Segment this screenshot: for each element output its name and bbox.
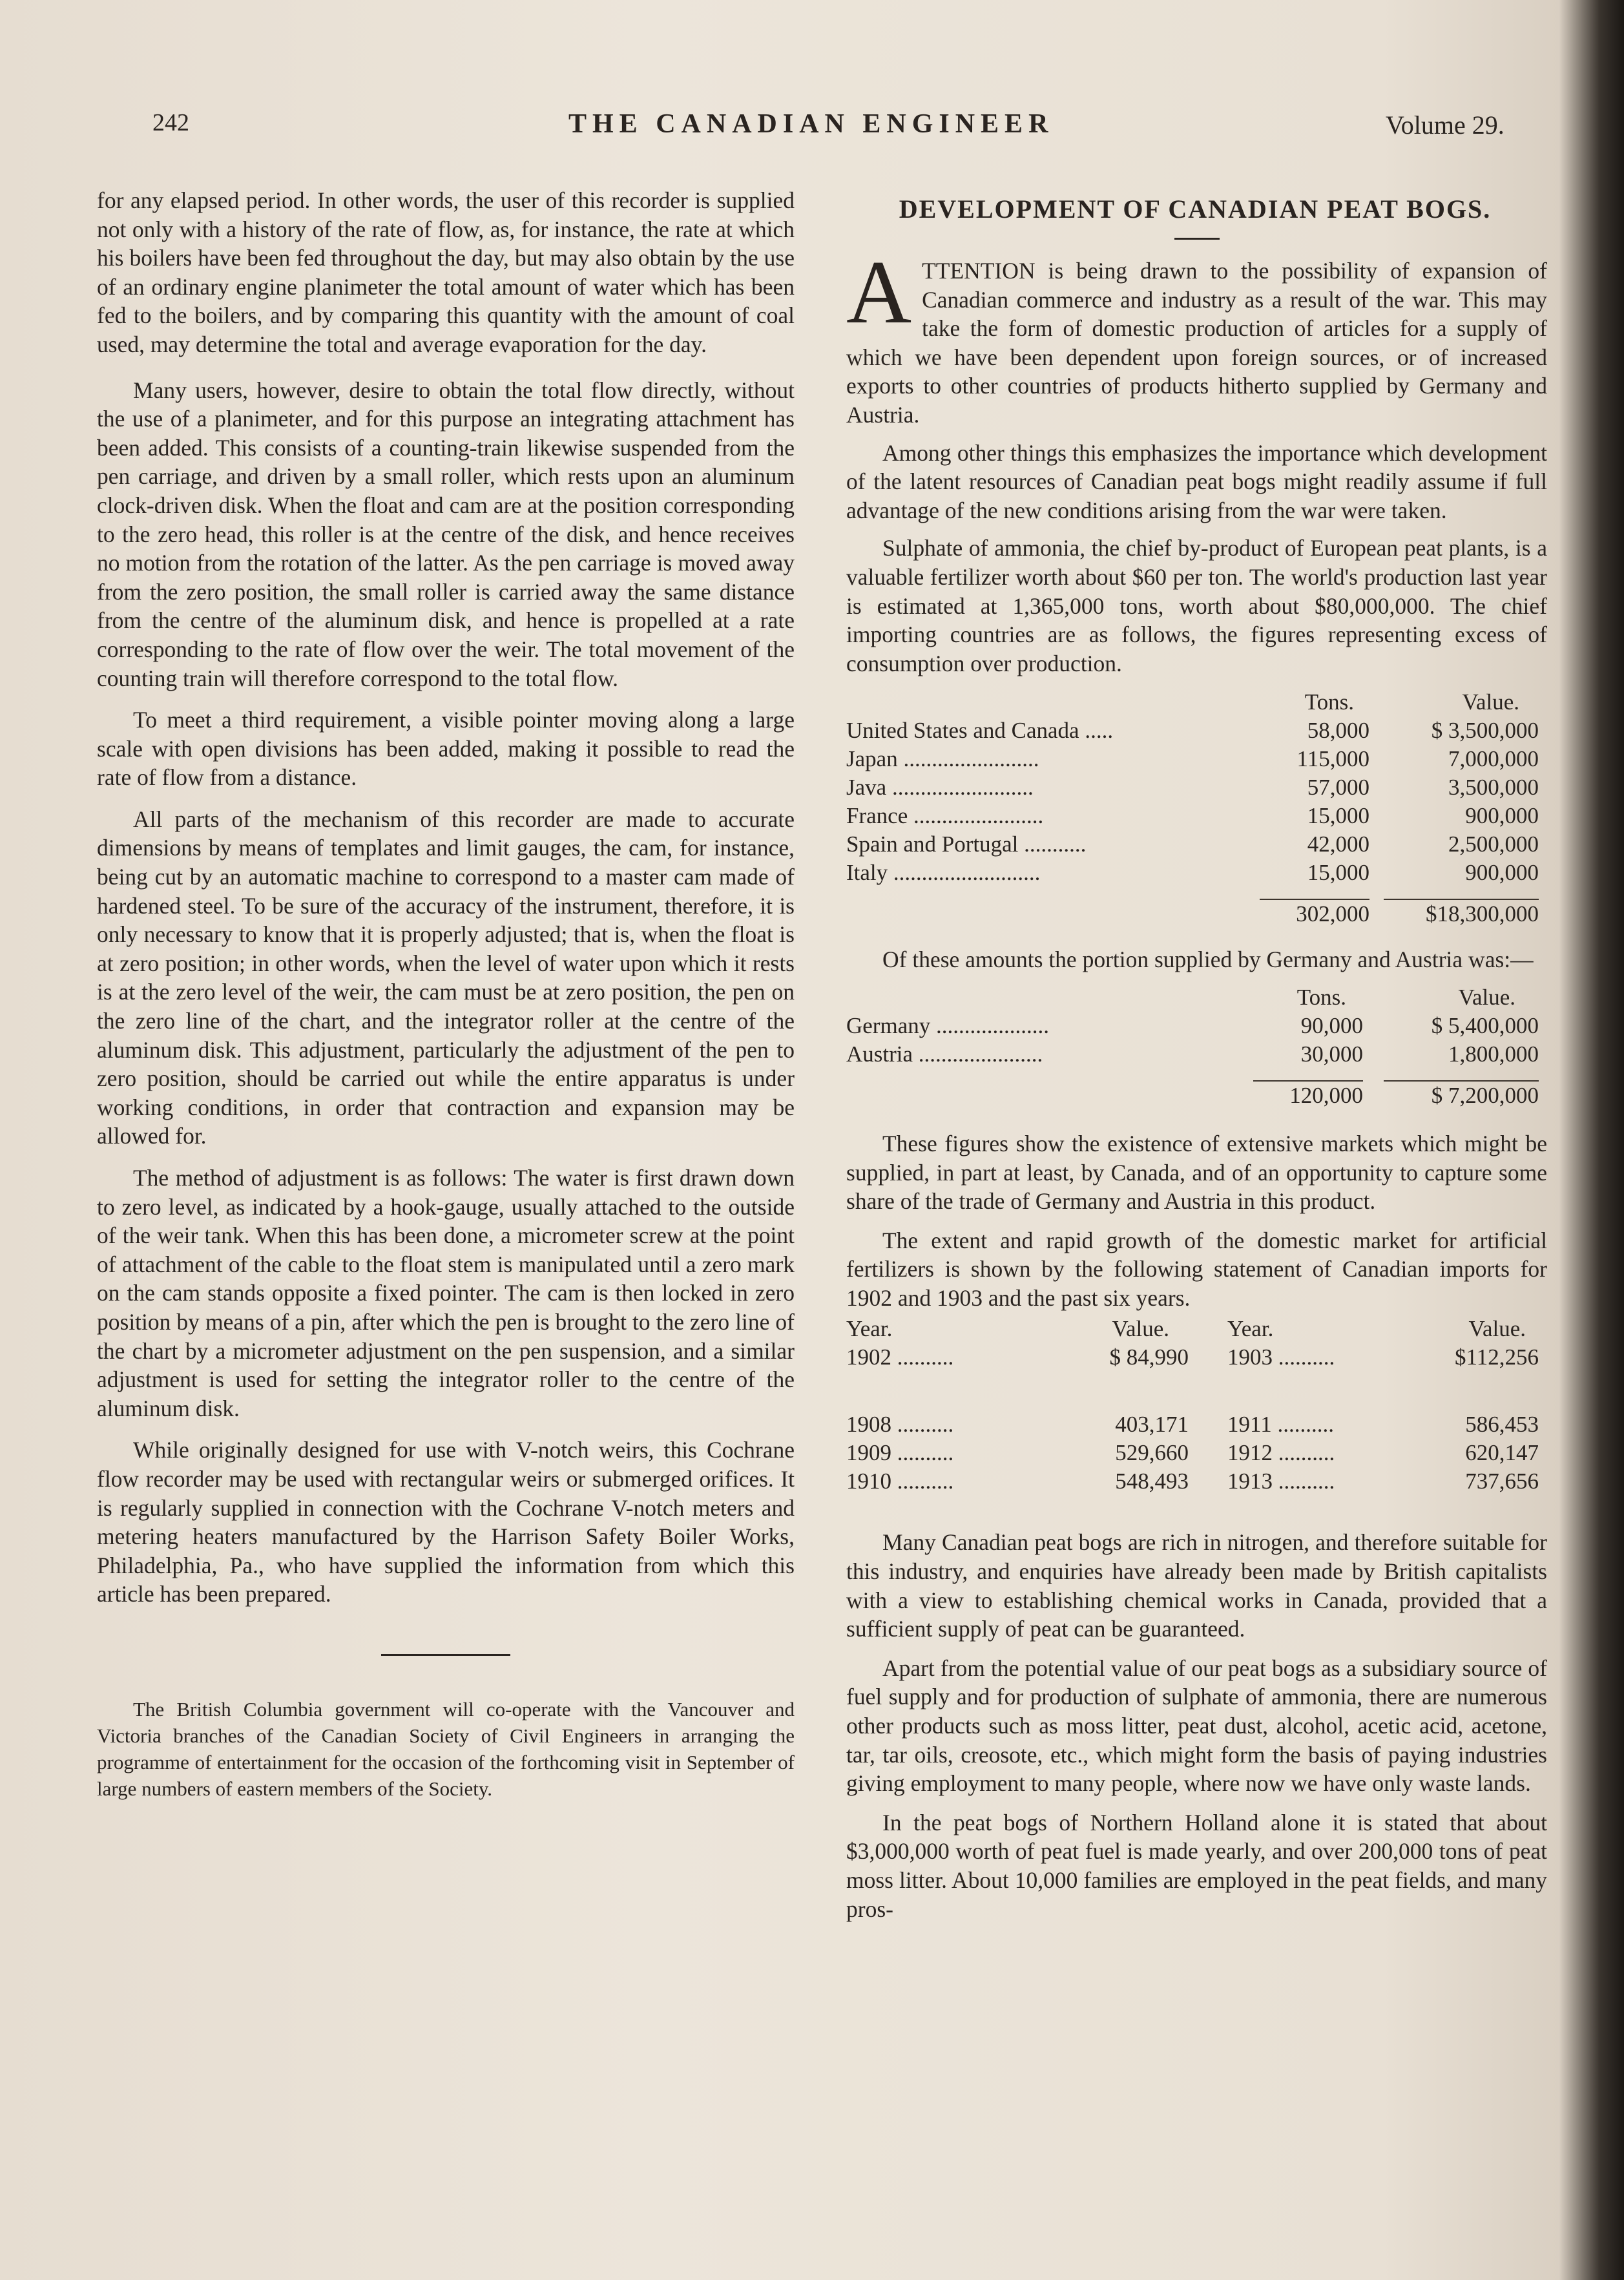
- table-row: [846, 716, 1539, 745]
- paragraph-other-products: Apart from the potential value of our peat bogs as a subsidiary source of fuel supply and for production of sulphate of ammonia, there are numerous other products such as moss litter, peat dust, alcohol, acetic acid, acetone, tar, tar oils, creosote, etc., which might form the basis of paying industries giving employment to many people, where now we have only waste lands.: [846, 1655, 1547, 1797]
- value-header: Value.: [1462, 689, 1519, 715]
- year-cell: 1912 ..........: [1227, 1440, 1335, 1466]
- tons-cell: 90,000: [1300, 1012, 1363, 1038]
- paragraph-fertilizer-market: The extent and rapid growth of the domestic market for artificial fertilizers is shown by the following statement of Canadian imports for 1902 and 1903 and the past six years.: [846, 1227, 1547, 1311]
- yearly-imports-header: [846, 1315, 1539, 1343]
- intro-paragraph: TTENTION is being drawn to the possibility of expansion of Canadian commerce and industry as a result of the war. This may take the form of domestic production of articles for a supply of which we have been dependent upon foreign sources, or of increased exports to other countries of products hitherto supplied by Germany and Austria.: [846, 258, 1547, 428]
- table-row: [846, 802, 1539, 830]
- total-value: $ 7,200,000: [1431, 1082, 1539, 1108]
- journal-title: THE CANADIAN ENGINEER: [568, 109, 1054, 139]
- table-row: [846, 1012, 1539, 1040]
- value-header: Value.: [1458, 984, 1515, 1010]
- left-paragraph-1: for any elapsed period. In other words, the user of this recorder is supplied not only with a history of the rate of flow, as, for instance, the rate at which his boilers have been fed throughout the day, but may also obtain by the use of an ordinary engine planimeter the total amount of water which has been fed to the boilers, and by comparing this quantity with the amount of coal used, may determine the total and average evaporation for the day.: [97, 187, 795, 357]
- tons-cell: 30,000: [1300, 1041, 1363, 1067]
- value-header: Value.: [1468, 1316, 1526, 1342]
- germany-austria-table: [846, 983, 1539, 1110]
- tons-header: Tons.: [1296, 984, 1346, 1010]
- left-paragraph-5: The method of adjustment is as follows: The water is first drawn down to zero level, as indicated by a hook-gauge, usually attached to the outside of the weir tank. When this has been done, a micrometer screw at the point of attachment of the cable to the float stem is manipulated until a zero mark on the cam stands opposite a fixed pointer. The cam is then locked in zero position by means of a pin, after which the pen is brought to the zero line of the chart by a micrometer adjustment on the pen suspension, and a similar adjustment is used for setting the integrator roller to the centre of the aluminum disk.: [97, 1165, 795, 1421]
- value-cell: 737,656: [1465, 1469, 1539, 1494]
- country-cell: France .......................: [846, 803, 1044, 829]
- drop-cap: A: [846, 242, 912, 342]
- total-value: $18,300,000: [1426, 901, 1539, 927]
- country-cell: Austria ......................: [846, 1041, 1043, 1067]
- value-cell: 620,147: [1465, 1440, 1539, 1466]
- table-row: [846, 745, 1539, 773]
- total-rule-row: [846, 1069, 1539, 1082]
- table-row: [846, 1343, 1539, 1372]
- tons-header: Tons.: [1304, 689, 1354, 715]
- value-cell: 3,500,000: [1448, 775, 1539, 800]
- volume-label: Volume 29.: [1386, 110, 1504, 140]
- country-cell: Spain and Portugal ...........: [846, 831, 1087, 857]
- tons-cell: 42,000: [1307, 831, 1369, 857]
- total-tons: 302,000: [1296, 901, 1369, 927]
- left-paragraph-2: Many users, however, desire to obtain the total flow directly, without the use of a planimeter, and for this purpose an integrating attachment has been added. This consists of a counting-train likewise suspended from the pen carriage, and driven by a small roller, which rests upon an aluminum clock-driven disk. When the float and cam are at the position corresponding to the zero head, this roller is at the centre of the disk, and hence receives no motion from the rotation of the latter. As the pen carriage is moved away from the zero position, the small roller is carried away the same distance from the centre of the aluminum disk, and hence is propelled at a rate corresponding to the rate of flow over the weir. The total movement of the counting train will therefore correspond to the total flow.: [97, 377, 795, 691]
- value-cell: 403,171: [1115, 1412, 1189, 1438]
- paragraph-importance: Among other things this emphasizes the importance which development of the latent resources of Canadian peat bogs might readily assume if full advantage of the new conditions arising from the war were taken.: [846, 439, 1547, 523]
- value-cell: $ 3,500,000: [1431, 718, 1539, 744]
- left-paragraph-6: While originally designed for use with V-notch weirs, this Cochrane flow recorder may be used with rectangular weirs or submerged orifices. It is regularly supplied in connection with the Cochrane V-notch meters and metering heaters manufactured by the Harrison Safety Boiler Works, Philadelphia, Pa., who have supplied the information from which this article has been prepared.: [97, 1437, 795, 1607]
- table-row: [846, 1467, 1539, 1496]
- value-cell: $112,256: [1455, 1344, 1539, 1370]
- country-cell: Italy ..........................: [846, 860, 1041, 886]
- year-cell: 1910 ..........: [846, 1469, 954, 1494]
- title-rule: [1174, 238, 1220, 240]
- year-header: Year.: [1227, 1316, 1274, 1342]
- year-cell: 1911 ..........: [1227, 1412, 1334, 1438]
- intro-block: [846, 242, 1547, 430]
- year-cell: 1902 ..........: [846, 1344, 954, 1370]
- value-cell: $ 84,990: [1109, 1344, 1189, 1370]
- tons-cell: 115,000: [1296, 746, 1369, 772]
- paragraph-markets: These figures show the existence of extensive markets which might be supplied, in part at least, by Canada, and of an opportunity to capture some share of the trade of Germany and Austria in this product.: [846, 1130, 1547, 1215]
- paragraph-nitrogen: Many Canadian peat bogs are rich in nitrogen, and therefore suitable for this industry, and enquiries have already been made by British capitalists with a view to establishing chemical works in Canada, provided that a sufficient supply of peat can be guaranteed.: [846, 1529, 1547, 1642]
- yearly-imports-table: [846, 1315, 1539, 1496]
- country-cell: Java .........................: [846, 775, 1034, 800]
- paragraph-germany-austria: Of these amounts the portion supplied by Germany and Austria was:—: [882, 947, 1534, 973]
- year-header: Year.: [846, 1316, 893, 1342]
- tons-cell: 15,000: [1307, 803, 1369, 829]
- total-row: [846, 1082, 1539, 1110]
- year-cell: 1909 ..........: [846, 1440, 954, 1466]
- country-cell: Germany ....................: [846, 1012, 1049, 1038]
- left-paragraph-4: All parts of the mechanism of this recorder are made to accurate dimensions by means of templates and limit gauges, the cam, for instance, being cut by an automatic machine to correspond to a master cam made of hardened steel. To be sure of the accuracy of the instrument, therefore, it is only necessary to know that it is properly adjusted; that is, when the float is at zero position; in other words, when the level of water upon which it rests is at the zero level of the weir, the cam must be at zero position, the pen on the zero line of the chart, and the integrator roller at the centre of the aluminum disk. This adjustment, particularly the adjustment of the pen to zero position, should be carried out while the entire apparatus is under working conditions, in order that contraction and expansion may be allowed for.: [97, 806, 795, 1149]
- imports-table-header: [846, 688, 1539, 716]
- germany-austria-header: [846, 983, 1539, 1012]
- value-cell: 529,660: [1115, 1440, 1189, 1466]
- running-header: [0, 109, 1624, 147]
- right-column: [846, 186, 1547, 1923]
- value-cell: 1,800,000: [1448, 1041, 1539, 1067]
- value-cell: 548,493: [1115, 1469, 1189, 1494]
- value-header: Value.: [1112, 1316, 1169, 1342]
- value-cell: 900,000: [1465, 860, 1539, 886]
- table-row: [846, 1040, 1539, 1069]
- page-number: 242: [152, 109, 189, 136]
- value-cell: 7,000,000: [1448, 746, 1539, 772]
- tons-cell: 57,000: [1307, 775, 1369, 800]
- paragraph-holland: In the peat bogs of Northern Holland alone it is stated that about $3,000,000 worth of peat fuel is made yearly, and over 200,000 tons of peat moss litter. About 10,000 families are employed in the peat fields, and many pros-: [846, 1809, 1547, 1922]
- left-column: [97, 186, 795, 1802]
- tons-cell: 15,000: [1307, 860, 1369, 886]
- country-cell: United States and Canada .....: [846, 718, 1114, 744]
- news-note: The British Columbia government will co-operate with the Vancouver and Victoria branches of the Canadian Society of Civil Engineers in arranging the programme of entertainment for the occasion of the forthcoming visit in September of large numbers of eastern members of the Society.: [97, 1697, 795, 1800]
- year-cell: 1913 ..........: [1227, 1469, 1335, 1494]
- value-cell: $ 5,400,000: [1431, 1012, 1539, 1038]
- spacer-row: [846, 1372, 1539, 1410]
- paragraph-sulphate: Sulphate of ammonia, the chief by-product of European peat plants, is a valuable fertilizer worth about $60 per ton. The world's production last year is estimated at 1,365,000 tons, worth about $80,000,000. The chief importing countries are as follows, the figures representing excess of consumption over production.: [846, 535, 1547, 676]
- imports-table: [846, 688, 1539, 928]
- total-row: [846, 900, 1539, 928]
- total-tons: 120,000: [1289, 1082, 1363, 1108]
- tons-cell: 58,000: [1307, 718, 1369, 744]
- total-rule-row: [846, 887, 1539, 900]
- article-title: DEVELOPMENT OF CANADIAN PEAT BOGS.: [899, 194, 1492, 224]
- table-row: [846, 1410, 1539, 1439]
- value-cell: 900,000: [1465, 803, 1539, 829]
- value-cell: 586,453: [1465, 1412, 1539, 1438]
- table-row: [846, 859, 1539, 887]
- table-row: [846, 830, 1539, 859]
- year-cell: 1908 ..........: [846, 1412, 954, 1438]
- left-paragraph-3: To meet a third requirement, a visible pointer moving along a large scale with open divisions has been added, making it possible to read the rate of flow from a distance.: [97, 707, 795, 791]
- table-row: [846, 1439, 1539, 1467]
- section-divider: [381, 1654, 510, 1656]
- table-row: [846, 773, 1539, 802]
- country-cell: Japan ........................: [846, 746, 1039, 772]
- value-cell: 2,500,000: [1448, 831, 1539, 857]
- year-cell: 1903 ..........: [1227, 1344, 1335, 1370]
